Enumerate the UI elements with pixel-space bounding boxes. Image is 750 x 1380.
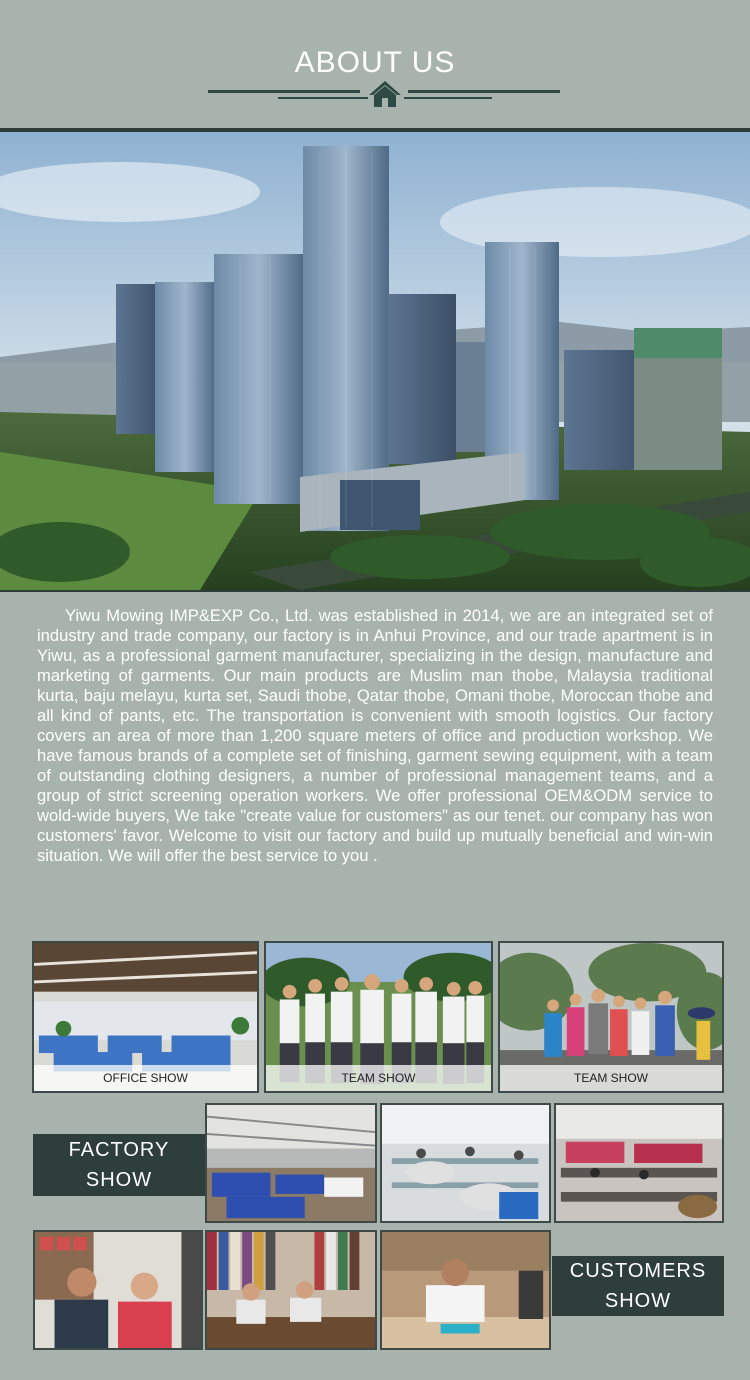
- customer-photo-2: [205, 1230, 377, 1350]
- factory-show-label-line1: FACTORY: [68, 1139, 170, 1161]
- customer-photo-1: [33, 1230, 203, 1350]
- company-intro-text: Yiwu Mowing IMP&EXP Co., Ltd. was established in 2014, we are an integrated set of industry and trade company, our factory is in Anhui Province, and our trade apartment is in Yiwu, as a professional garment manufacturer, specializing in the design, manufacture and marketing of garments. Our main products are Muslim man thobe, Malaysia traditional kurta, baju melayu, kurta set, Saudi thobe, Qatar thobe, Omani thobe, Moroccan thobe and all kind of pants, etc. The transportation is convenient with smooth logistics. Our factory covers an area of more than 1,200 square meters of office and production workshop. We have famous brands of a complete set of finishing, garment sewing equipment, with a team of outstanding clothing designers, a number of professional management teams, and a group of strict screening operation workers. We offer professional OEM&ODM service to wold-wide buyers, We take "create value for customers" as our tenet. our company has won customers' favor. Welcome to visit our factory and build up mutually beneficial and win-win situation. We will offer the best service to you .: [37, 606, 713, 865]
- title-line-right-top: [408, 90, 560, 93]
- header: [0, 0, 750, 128]
- team-show-photo-1: [264, 941, 493, 1093]
- title-line-left-top: [208, 90, 360, 93]
- hero-skyline-image: [0, 132, 750, 590]
- title-line-right-bottom: [404, 97, 492, 99]
- office-show-caption: OFFICE SHOW: [34, 1065, 257, 1091]
- team-show-caption-2: TEAM SHOW: [500, 1065, 722, 1091]
- factory-show-label: [33, 1134, 205, 1196]
- factory-photo-3: [554, 1103, 724, 1223]
- team-show-caption-1: TEAM SHOW: [266, 1065, 491, 1091]
- team-show-photo-2: [498, 941, 724, 1093]
- page-title: ABOUT US: [294, 46, 456, 79]
- customer-photo-3: [380, 1230, 551, 1350]
- factory-photo-1: [205, 1103, 377, 1223]
- factory-photo-2: [380, 1103, 551, 1223]
- customers-show-label-line2: SHOW: [604, 1290, 672, 1312]
- house-icon: [368, 80, 402, 108]
- customers-show-label-line1: CUSTOMERS: [569, 1260, 707, 1282]
- title-line-left-bottom: [278, 97, 368, 99]
- hero-bottom-rule: [0, 590, 750, 592]
- office-show-photo: [32, 941, 259, 1093]
- factory-show-label-line2: SHOW: [85, 1169, 153, 1191]
- customers-show-label: [552, 1256, 724, 1316]
